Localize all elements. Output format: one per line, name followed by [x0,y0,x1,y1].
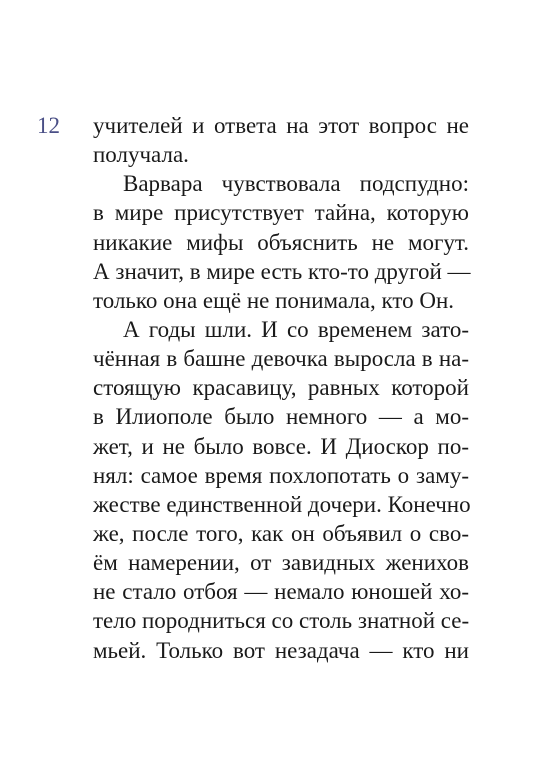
text-line: никакие мифы объяснить не могут. [93,229,469,255]
text-line: нял: самое время похлопотать о заму- [93,462,469,488]
page-number: 12 [37,113,60,138]
text-line: тело породниться со столь знатной се- [93,608,470,634]
text-line: жет, и не было вовсе. И Диоскор по- [93,433,469,459]
text-line: стоящую красавицу, равных которой [93,375,469,401]
text-line: учителей и ответа на этот вопрос не [93,113,469,138]
text-line: в мире присутствует тайна, которую [93,200,469,226]
text-line: только она ещё не понимала, кто Он. [93,287,455,313]
text-line: не стало отбоя — немало юношей хо- [93,579,469,605]
text-line: чённая в башне девочка выросла в на- [93,346,469,372]
text-line: в Илиополе было немного — а мо- [93,404,469,430]
text-line: А значит, в мире есть кто-то другой — [93,258,471,284]
text-line: Варвара чувствовала подспудно: [123,171,469,197]
text-line: ём намерении, от завидных женихов [93,550,469,576]
body-text [93,111,469,665]
text-line: мьей. Только вот незадача — кто ни [93,637,469,663]
text-line: же, после того, как он объявил о сво- [93,520,469,546]
text-line: жестве единственной дочери. Конечно [93,491,471,517]
text-line: получала. [93,142,189,168]
text-line: А годы шли. И со временем зато- [123,316,469,342]
